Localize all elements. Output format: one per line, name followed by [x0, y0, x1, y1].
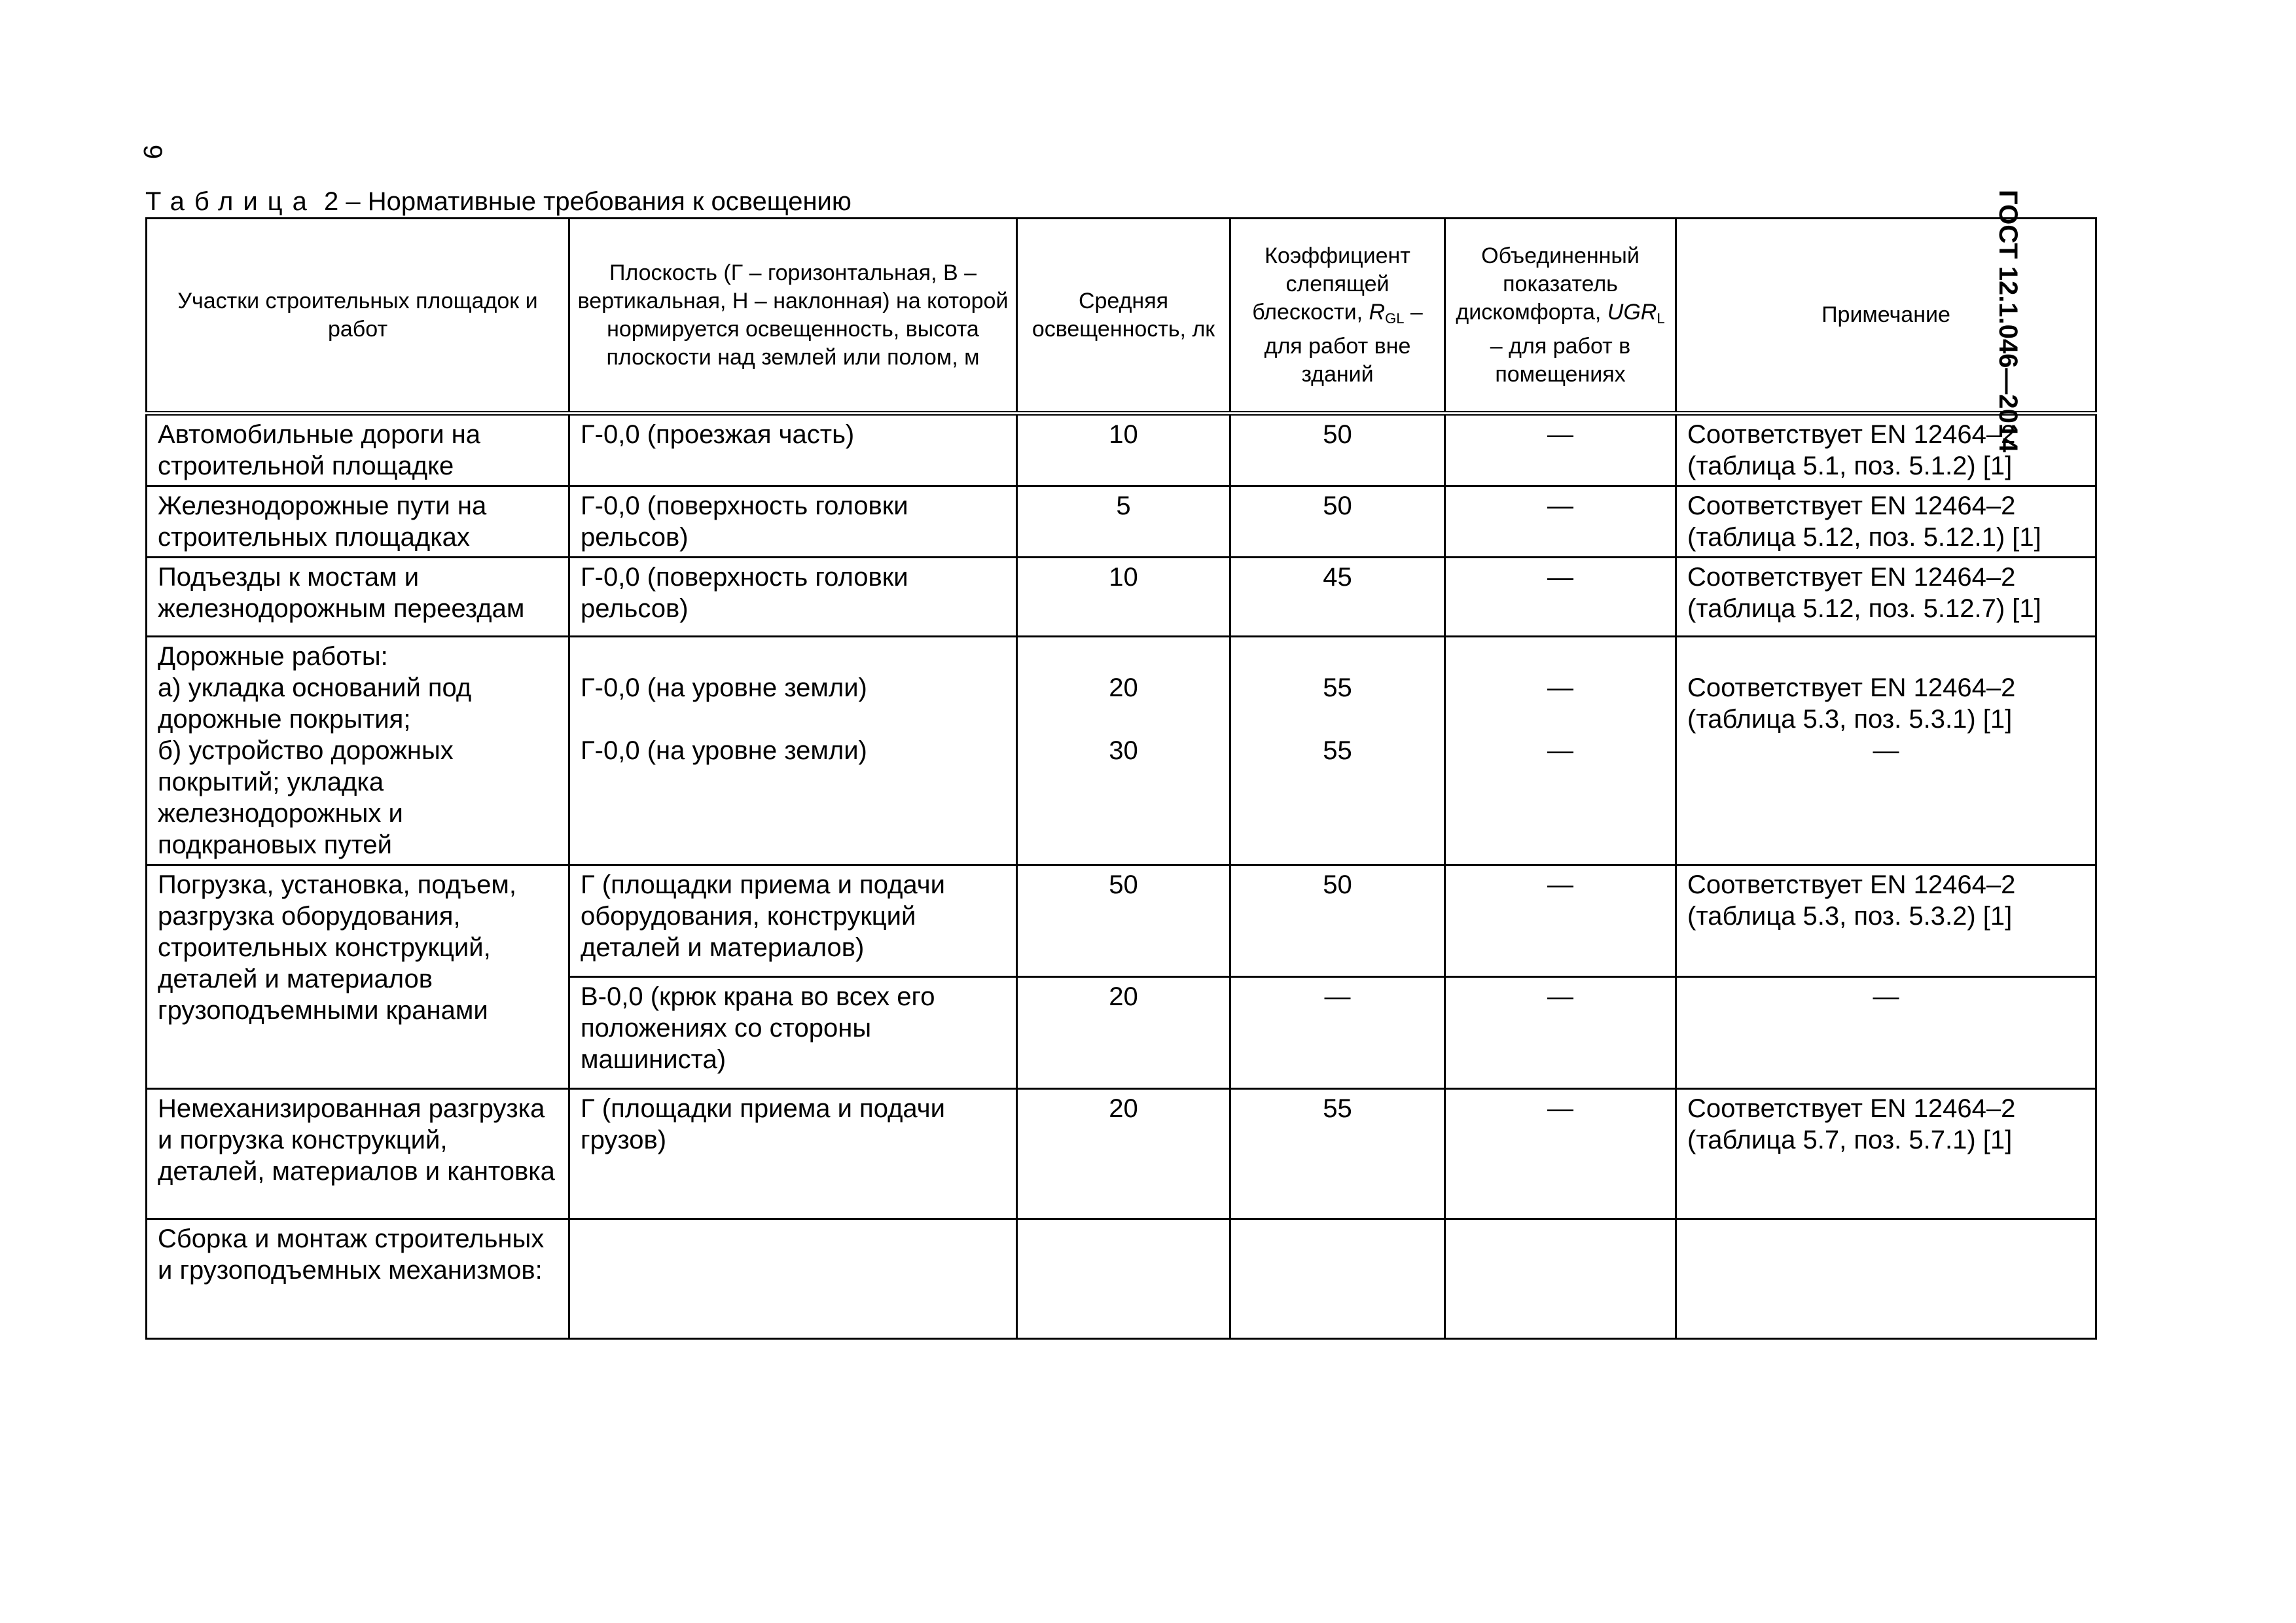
cell-area: Подъезды к мостам и железнодорожным переездам — [147, 558, 569, 637]
header-ugr-symbol: UGR — [1607, 299, 1657, 325]
cell-illuminance — [1017, 1219, 1230, 1339]
cell-plane: Г (площадки приема и подачи грузов) — [569, 1089, 1017, 1219]
cell-ugr: — — [1445, 414, 1676, 486]
cell-area: Погрузка, установка, подъем, разгрузка оборудования, строительных конструкций, деталей и материалов грузоподъемными кранами — [147, 865, 569, 1089]
cell-illuminance: 10 — [1017, 414, 1230, 486]
cell-ugr: — — [1445, 865, 1676, 977]
header-glare-suffix: – для работ вне зданий — [1264, 299, 1423, 387]
road-works-item-b: б) устройство дорожных покрытий; укладка железнодорожных и подкрановых путей — [158, 736, 454, 859]
lighting-requirements-table — [145, 217, 2097, 1340]
ugr-item-b: — — [1547, 736, 1573, 765]
header-glare-subscript: GL — [1385, 310, 1405, 327]
caption-title: – Нормативные требования к освещению — [346, 187, 852, 216]
note-item-b: — — [1873, 736, 1899, 765]
document-code: ГОСТ 12.1.046—2014 — [1994, 190, 2022, 453]
cell-illuminance — [1017, 637, 1230, 865]
cell-glare: 50 — [1230, 414, 1445, 486]
cell-note: Соответствует EN 12464–2 (таблица 5.7, поз. 5.7.1) [1] — [1676, 1089, 2096, 1219]
cell-ugr: — — [1445, 558, 1676, 637]
cell-note: Соответствует EN 12464–2 (таблица 5.12, поз. 5.12.1) [1] — [1676, 486, 2096, 558]
cell-plane: Г-0,0 (проезжая часть) — [569, 414, 1017, 486]
cell-ugr — [1445, 1219, 1676, 1339]
table-caption — [145, 186, 852, 217]
illuminance-item-b: 30 — [1109, 736, 1138, 765]
header-glare-symbol: R — [1369, 299, 1386, 325]
glare-item-b: 55 — [1323, 736, 1352, 765]
cell-plane — [569, 1219, 1017, 1339]
header-glare — [1230, 219, 1445, 414]
caption-number: 2 — [323, 187, 339, 216]
cell-plane: Г (площадки приема и подачи оборудования, конструкций деталей и материалов) — [569, 865, 1017, 977]
cell-area: Немеханизированная разгрузка и погрузка конструкций, деталей, материалов и кантовка — [147, 1089, 569, 1219]
cell-area: Железнодорожные пути на строительных площадках — [147, 486, 569, 558]
plane-item-b: Г-0,0 (на уровне земли) — [581, 736, 867, 765]
glare-item-a: 55 — [1323, 673, 1352, 702]
cell-glare — [1230, 637, 1445, 865]
header-ugr-prefix: Объединенный показатель дискомфорта, — [1456, 243, 1640, 325]
cell-ugr — [1445, 637, 1676, 865]
cell-note — [1676, 1219, 2096, 1339]
cell-glare: 55 — [1230, 1089, 1445, 1219]
header-illuminance: Средняя освещенность, лк — [1017, 219, 1230, 414]
header-row — [147, 219, 2096, 414]
header-plane: Плоскость (Г – горизонтальная, В – вертикальная, Н – наклонная) на которой нормируется освещенность, высота плоскости над землей или полом, м — [569, 219, 1017, 414]
page-number: 9 — [138, 144, 168, 160]
cell-note: Соответствует EN 12464–2 (таблица 5.1, поз. 5.1.2) [1] — [1676, 414, 2096, 486]
cell-area: Сборка и монтаж строительных и грузоподъемных механизмов: — [147, 1219, 569, 1339]
cell-note: Соответствует EN 12464–2 (таблица 5.3, поз. 5.3.2) [1] — [1676, 865, 2096, 977]
cell-glare: 45 — [1230, 558, 1445, 637]
table-row — [147, 637, 2096, 865]
cell-illuminance: 20 — [1017, 1089, 1230, 1219]
cell-plane: Г-0,0 (поверхность головки рельсов) — [569, 558, 1017, 637]
cell-plane — [569, 637, 1017, 865]
illuminance-item-a: 20 — [1109, 673, 1138, 702]
header-ugr-subscript: L — [1657, 310, 1665, 327]
cell-ugr: — — [1445, 1089, 1676, 1219]
plane-item-a: Г-0,0 (на уровне земли) — [581, 673, 867, 702]
table-row — [147, 558, 2096, 637]
cell-note: Соответствует EN 12464–2 (таблица 5.12, поз. 5.12.7) [1] — [1676, 558, 2096, 637]
header-area: Участки строительных площадок и работ — [147, 219, 569, 414]
caption-label: Таблица — [145, 187, 317, 216]
cell-ugr: — — [1445, 977, 1676, 1089]
cell-note: — — [1676, 977, 2096, 1089]
cell-illuminance: 5 — [1017, 486, 1230, 558]
cell-illuminance: 20 — [1017, 977, 1230, 1089]
cell-glare: — — [1230, 977, 1445, 1089]
road-works-title: Дорожные работы: — [158, 642, 388, 671]
cell-illuminance: 50 — [1017, 865, 1230, 977]
note-item-a: Соответствует EN 12464–2 (таблица 5.3, поз. 5.3.1) [1] — [1687, 673, 2016, 734]
table-row — [147, 1089, 2096, 1219]
header-glare-prefix: Коэффициент слепящей блескости, — [1252, 243, 1410, 325]
header-note: Примечание — [1676, 219, 2096, 414]
cell-note — [1676, 637, 2096, 865]
cell-illuminance: 10 — [1017, 558, 1230, 637]
cell-plane: В-0,0 (крюк крана во всех его положениях со стороны машиниста) — [569, 977, 1017, 1089]
road-works-item-a: а) укладка оснований под дорожные покрытия; — [158, 673, 472, 734]
cell-glare — [1230, 1219, 1445, 1339]
cell-area — [147, 637, 569, 865]
table-row — [147, 414, 2096, 486]
cell-plane: Г-0,0 (поверхность головки рельсов) — [569, 486, 1017, 558]
table-row — [147, 1219, 2096, 1339]
table-row — [147, 486, 2096, 558]
cell-ugr: — — [1445, 486, 1676, 558]
header-ugr — [1445, 219, 1676, 414]
ugr-item-a: — — [1547, 673, 1573, 702]
header-ugr-suffix: – для работ в помещениях — [1490, 333, 1631, 387]
cell-area: Автомобильные дороги на строительной площадке — [147, 414, 569, 486]
table-row — [147, 865, 2096, 977]
cell-glare: 50 — [1230, 865, 1445, 977]
cell-glare: 50 — [1230, 486, 1445, 558]
